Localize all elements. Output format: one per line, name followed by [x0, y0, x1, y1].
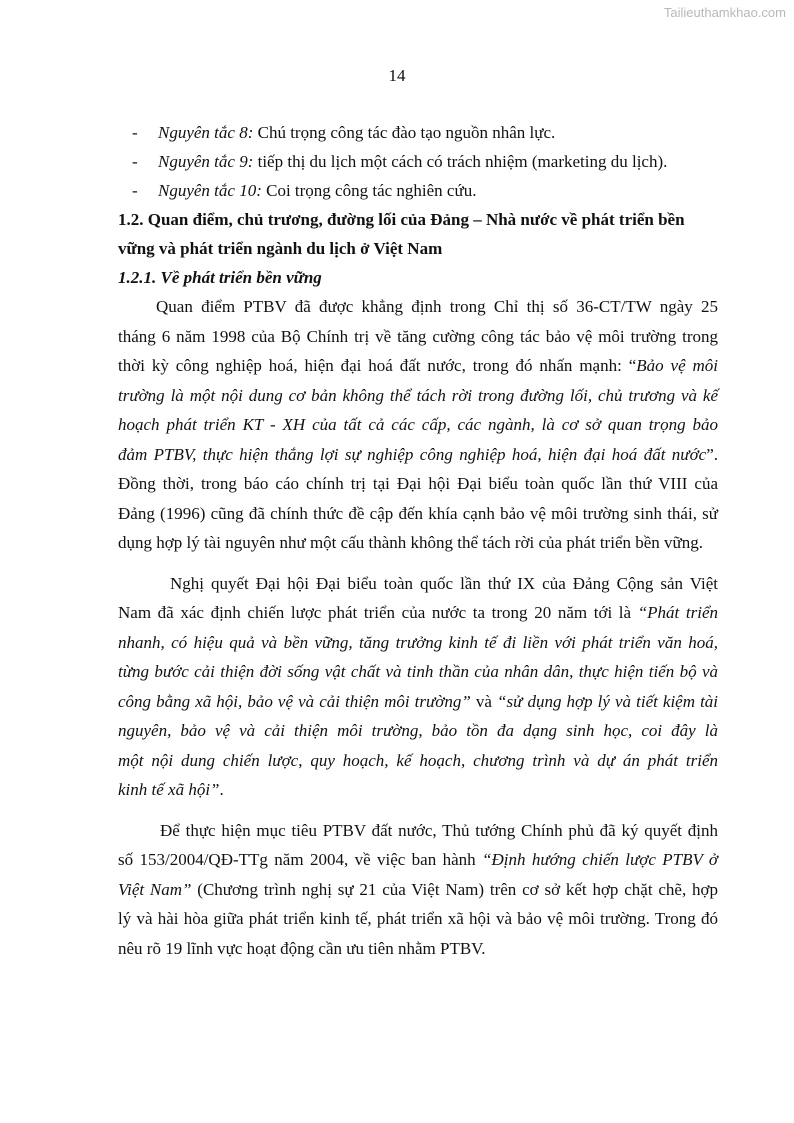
bullet-item-principle-9 [118, 147, 718, 176]
paragraph-gap [118, 558, 718, 569]
bullet-dash: - [132, 181, 138, 200]
quote-text: kinh tế xã hội” [118, 780, 220, 799]
paragraph-line [118, 598, 718, 628]
paragraph-2 [118, 569, 718, 805]
quote-text: hoạch phát triển KT - XH của tất cả các cấp, các ngành, là cơ sở quan trọng bảo [118, 415, 718, 434]
quote-text: trường là một nội dung cơ bản không thể tách rời trong đường lối, chủ trương và kế [118, 385, 718, 405]
bullet-text: Coi trọng công tác nghiên cứu. [261, 181, 477, 200]
quote-text: một nội dung chiến lược, quy hoạch, kế hoạch, chương trình và dự án phát triển [118, 750, 718, 770]
quote-text: nguyên, bảo vệ và cải thiện môi trường, bảo tồn đa dạng sinh học, coi đây là [118, 721, 718, 740]
bullet-text: Chú trọng công tác đào tạo nguồn nhân lực. [253, 123, 556, 142]
paragraph-line: Quan điểm PTBV đã được khẳng định trong Chỉ thị số 36-CT/TW ngày 25 [156, 297, 718, 316]
paragraph-line: Để thực hiện mục tiêu PTBV đất nước, Thủ tướng Chính phủ đã ký quyết định [160, 820, 718, 840]
quote-text: đảm PTBV, thực hiện thắng lợi sự nghiệp công nghiệp hoá, hiện đại hoá đất nước [118, 444, 707, 464]
quote-text: từng bước cải thiện đời sống vật chất và tinh thần của nhân dân, thực hiện tiến bộ và [118, 662, 718, 681]
paragraph-line: Đảng (1996) cũng đã chính thức đề cập đến khía cạnh bảo vệ môi trường sinh thái, sử [118, 503, 718, 523]
text-run: số 153/2004/QĐ-TTg năm 2004, về việc ban hành [118, 850, 483, 869]
bullet-label: Nguyên tắc 10: [158, 181, 262, 200]
section-heading [118, 205, 718, 263]
quote-text: Việt Nam” [118, 879, 192, 899]
quote-text: Bảo vệ môi [636, 356, 718, 375]
paragraph-line: lý và hài hòa giữa phát triển kinh tế, phát triển xã hội và bảo vệ môi trường. Trong đó [118, 909, 718, 928]
text-run: thời kỳ công nghiệp hoá, hiện đại hoá đất nước, trong đó nhấn mạnh: “ [118, 356, 637, 375]
paragraph-line: tháng 6 năm 1998 của Bộ Chính trị về tăng cường công tác bảo vệ môi trường trong [118, 326, 718, 346]
quote-text: nhanh, có hiệu quả và bền vững, tăng trưởng kinh tế đi liền với phát triển văn hoá, [118, 632, 718, 652]
bullet-dash: - [132, 152, 138, 171]
paragraph-line [118, 351, 718, 381]
text-run: (Chương trình nghị sự 21 của Việt Nam) trên cơ sở kết hợp chặt chẽ, hợp [191, 879, 719, 899]
bullet-label: Nguyên tắc 8: [158, 123, 254, 142]
quote-text: “Định hướng chiến lược PTBV ở [482, 850, 718, 869]
text-run: . [219, 780, 224, 799]
document-body [118, 118, 718, 963]
text-run: ”. [706, 444, 718, 464]
paragraph-3 [118, 816, 718, 964]
section-heading-line-2: vững và phát triển ngành du lịch ở Việt Nam [118, 239, 443, 258]
paragraph-line [118, 687, 718, 717]
quote-text: “Phát triển [637, 603, 719, 622]
subsection-heading: 1.2.1. Về phát triển bền vững [118, 268, 322, 287]
quote-text: “sử dụng hợp lý và tiết kiệm tài [497, 691, 719, 711]
paragraph-1 [118, 292, 718, 558]
paragraph-line: dụng hợp lý tài nguyên như một cấu thành không thể tách rời của phát triển bền vững. [118, 533, 703, 552]
bullet-item-principle-8 [118, 118, 718, 147]
bullet-dash: - [132, 123, 138, 142]
text-run: Nam đã xác định chiến lược phát triển của nước ta trong 20 năm tới là [118, 603, 638, 622]
bullet-item-principle-10 [118, 176, 718, 205]
paragraph-line: Đồng thời, trong báo cáo chính trị tại Đại hội Đại biểu toàn quốc lần thứ VIII của [118, 474, 718, 493]
page-number: 14 [388, 66, 406, 85]
text-run: và [470, 691, 498, 711]
quote-text: công bằng xã hội, bảo vệ và cải thiện môi trường” [118, 691, 471, 711]
bullet-label: Nguyên tắc 9: [158, 152, 254, 171]
paragraph-line: Nghị quyết Đại hội Đại biểu toàn quốc lần thứ IX của Đảng Cộng sản Việt [170, 573, 718, 593]
watermark: Tailieuthamkhao.com [663, 5, 786, 20]
paragraph-gap [118, 805, 718, 816]
paragraph-line [118, 440, 718, 470]
paragraph-line [118, 845, 718, 875]
bullet-text: tiếp thị du lịch một cách có trách nhiệm (marketing du lịch). [253, 152, 668, 171]
section-heading-line-1: 1.2. Quan điểm, chủ trương, đường lối của Đảng – Nhà nước về phát triển bền [118, 210, 685, 229]
paragraph-line: nêu rõ 19 lĩnh vực hoạt động cần ưu tiên nhằm PTBV. [118, 938, 486, 958]
paragraph-line [118, 875, 718, 905]
paragraph-line [118, 775, 718, 805]
